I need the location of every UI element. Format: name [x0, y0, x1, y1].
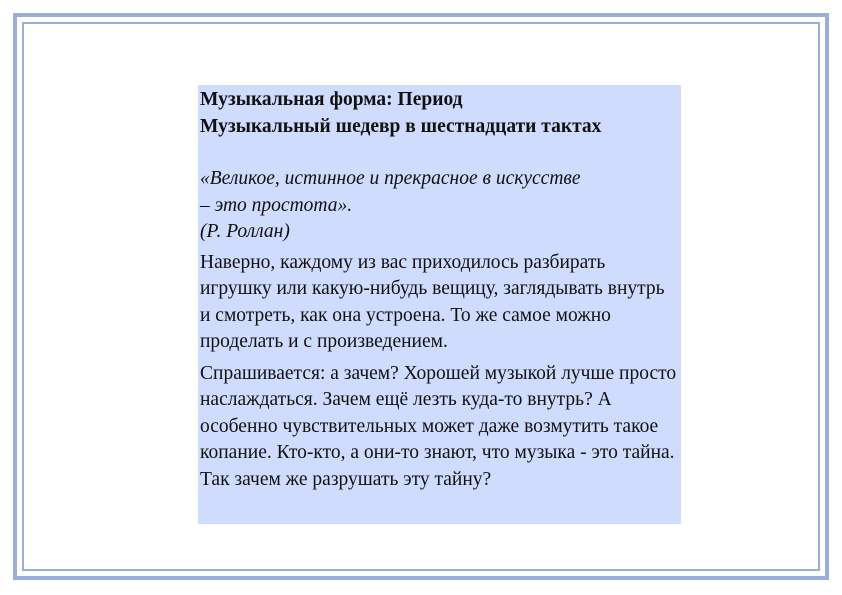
- paragraph-1: Наверно, каждому из вас приходилось разбирать игрушку или какую-нибудь вещицу, заглядывать внутрь и смотреть, как она устроена. То же самое можно проделать и с произведением.: [200, 251, 665, 352]
- spacer: [200, 140, 679, 166]
- text-box: [198, 85, 681, 524]
- quote-line-1: «Великое, истинное и прекрасное в искусстве: [200, 168, 581, 189]
- paragraph-2: Спрашивается: а зачем? Хорошей музыкой лучше просто наслаждаться. Зачем ещё лезть куда-то внутрь? А особенно чувствительных может даже возмутить такое копание. Кто-кто, а они-то знают, что музыка - это тайна. Так зачем же разрушать эту тайну?: [200, 362, 677, 490]
- quote-line-2: – это простота».: [200, 194, 353, 216]
- quote-author: (Р. Роллан): [200, 221, 290, 242]
- title-line-1: Музыкальная форма: Период: [200, 89, 463, 110]
- title-line-2: Музыкальный шедевр в шестнадцати тактах: [200, 115, 602, 137]
